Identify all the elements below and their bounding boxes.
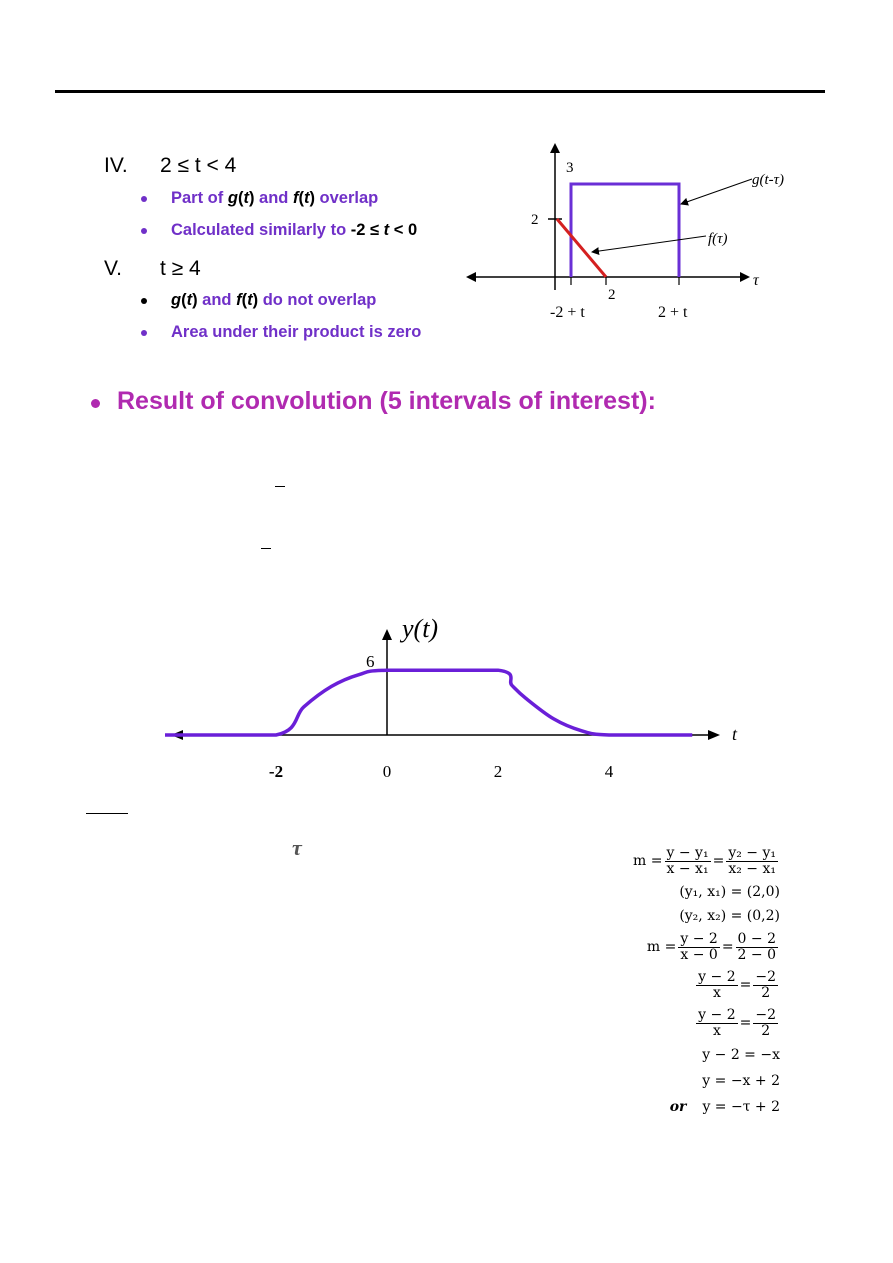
x-left-label: -2 + t [550,304,585,321]
case-v-condition: t ≥ 4 [160,257,201,280]
g-label: g(t-τ) [752,172,785,188]
bullet-dot [141,298,147,304]
axis-arrow-left-icon [466,272,476,282]
axis-arrow-up-icon [382,629,392,640]
eq-point-1: (y₁, x₁) = (2,0) [679,884,780,900]
axis-arrow-right-icon [740,272,750,282]
result-heading: Result of convolution (5 intervals of interest): [117,387,656,415]
tau-symbol: τ [292,835,302,860]
case-iv-bullet-overlap: Part of g(t) and f(t) overlap [171,189,379,207]
label-3: 3 [566,160,574,176]
dash-mark [261,548,271,549]
tau-axis-label: τ [753,272,759,289]
eq-line-tau: or y = −τ + 2 [669,1099,780,1115]
eq-point-2: (y₂, x₂) = (0,2) [679,908,780,924]
y-series-line [165,670,692,735]
dash-mark [275,486,285,487]
x-two-label: 2 [608,287,616,303]
bullet-dot [141,228,147,234]
y-axis-label: y(t) [402,614,439,643]
eq-slope-formula: m = $\frac{\text{y − y₁}}{\text{x − x₁}}$ = $\frac{\text{y₂ − y₁}}{\text{x₂ − x₁}}$ [633,844,776,877]
eq-ratio-2: $\frac{y - 2}{x}$ = $\frac{-2}{2}$ [698,1006,776,1039]
case-iv-number: IV. [104,154,128,177]
axis-arrow-up-icon [550,143,560,153]
eq-ratio-1: $\frac{y - 2}{x}$ = $\frac{-2}{2}$ [698,968,776,1001]
short-underline [86,813,128,814]
x-axis-label: t [732,724,738,744]
bullet-dot [141,330,147,336]
eq-slope-values: m = $\frac{y - 2}{x - 0}$ = $\frac{0 - 2}{2 - 0}$ [646,930,776,963]
line-equation-derivation [560,842,780,1120]
x-tick-label: 2 [493,762,503,781]
axis-arrow-right-icon [708,730,720,740]
case-iv-bullet-similar: Calculated similarly to -2 ≤ t < 0 [171,221,418,239]
bullet-dot [141,196,147,202]
x-tick-label: 4 [604,762,614,781]
x-right-label: 2 + t [658,304,688,321]
heading-bullet-dot [91,399,100,408]
g-pointer-arrow [681,179,752,204]
case-v-bullet-zero-area: Area under their product is zero [171,323,422,341]
case-iv-condition: 2 ≤ t < 4 [160,154,237,177]
f-label: f(τ) [708,231,728,247]
convolution-result-chart [165,605,755,790]
f-pointer-arrow [592,236,706,252]
case-v-bullet-no-overlap: g(t) and f(t) do not overlap [171,291,377,309]
g-pulse [571,184,679,277]
top-rule [55,90,825,93]
x-tick-label: -2 [268,762,284,781]
overlap-diagram [460,135,820,325]
eq-simplified: y − 2 = −x [702,1047,780,1063]
eq-line-x: y = −x + 2 [702,1073,780,1089]
f-ramp [557,219,606,277]
case-v-number: V. [104,257,122,280]
y-tick-label: 6 [366,652,375,672]
x-tick-label: 0 [382,762,392,781]
label-2: 2 [531,212,539,228]
